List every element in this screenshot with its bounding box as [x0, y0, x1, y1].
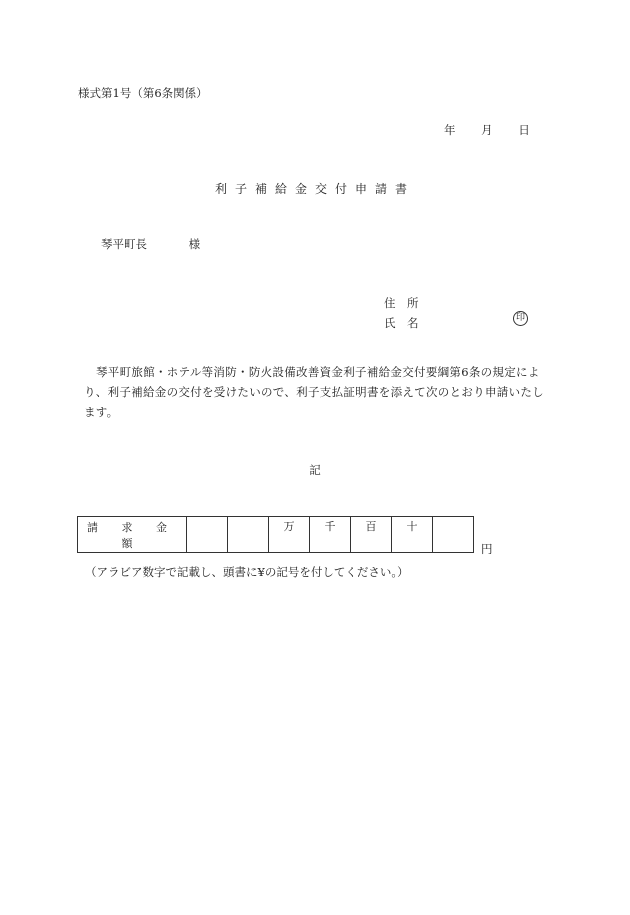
amount-digit-cell[interactable]: [351, 517, 392, 553]
amount-digit-cell[interactable]: [392, 517, 433, 553]
yen-unit: 円: [481, 542, 493, 556]
ki-heading: 記: [309, 463, 321, 477]
addressee: [101, 236, 200, 252]
applicant-block: [384, 293, 419, 333]
body-text: 琴平町旅館・ホテル等消防・防火設備改善資金利子補給金交付要綱第6条の規定により、利子補給金の交付を受けたいので、利子支払証明書を添えて次のとおり申請いたします。: [84, 365, 544, 419]
digit-header-man: 万: [283, 520, 295, 533]
document-title: 利子補給金交付申請書: [214, 182, 415, 196]
name-label: 氏 名: [384, 316, 419, 330]
date-line: [444, 122, 552, 138]
amount-row: [78, 517, 474, 553]
digit-header-sen: 千: [324, 520, 336, 533]
amount-table: [77, 516, 474, 553]
amount-digit-cell[interactable]: [310, 517, 351, 553]
amount-digit-cell[interactable]: [269, 517, 310, 553]
date-year-label: 年: [444, 123, 456, 137]
addressee-honorific: 様: [188, 237, 201, 251]
digit-header-hyaku: 百: [365, 520, 377, 533]
date-day-label: 日: [518, 123, 530, 137]
addressee-name: 琴平町長: [101, 237, 147, 251]
amount-digit-cell[interactable]: [187, 517, 228, 553]
seal-mark: 印: [513, 311, 528, 326]
form-number: 様式第1号（第6条関係）: [78, 86, 208, 100]
amount-label: 請 求 金 額: [78, 517, 187, 553]
note-text: （アラビア数字で記載し、頭書に¥の記号を付してください。）: [85, 565, 409, 579]
amount-digit-cell[interactable]: [433, 517, 474, 553]
amount-digit-cell[interactable]: [228, 517, 269, 553]
address-label: 住 所: [384, 296, 419, 310]
date-month-label: 月: [481, 123, 493, 137]
digit-header-juu: 十: [406, 520, 418, 533]
